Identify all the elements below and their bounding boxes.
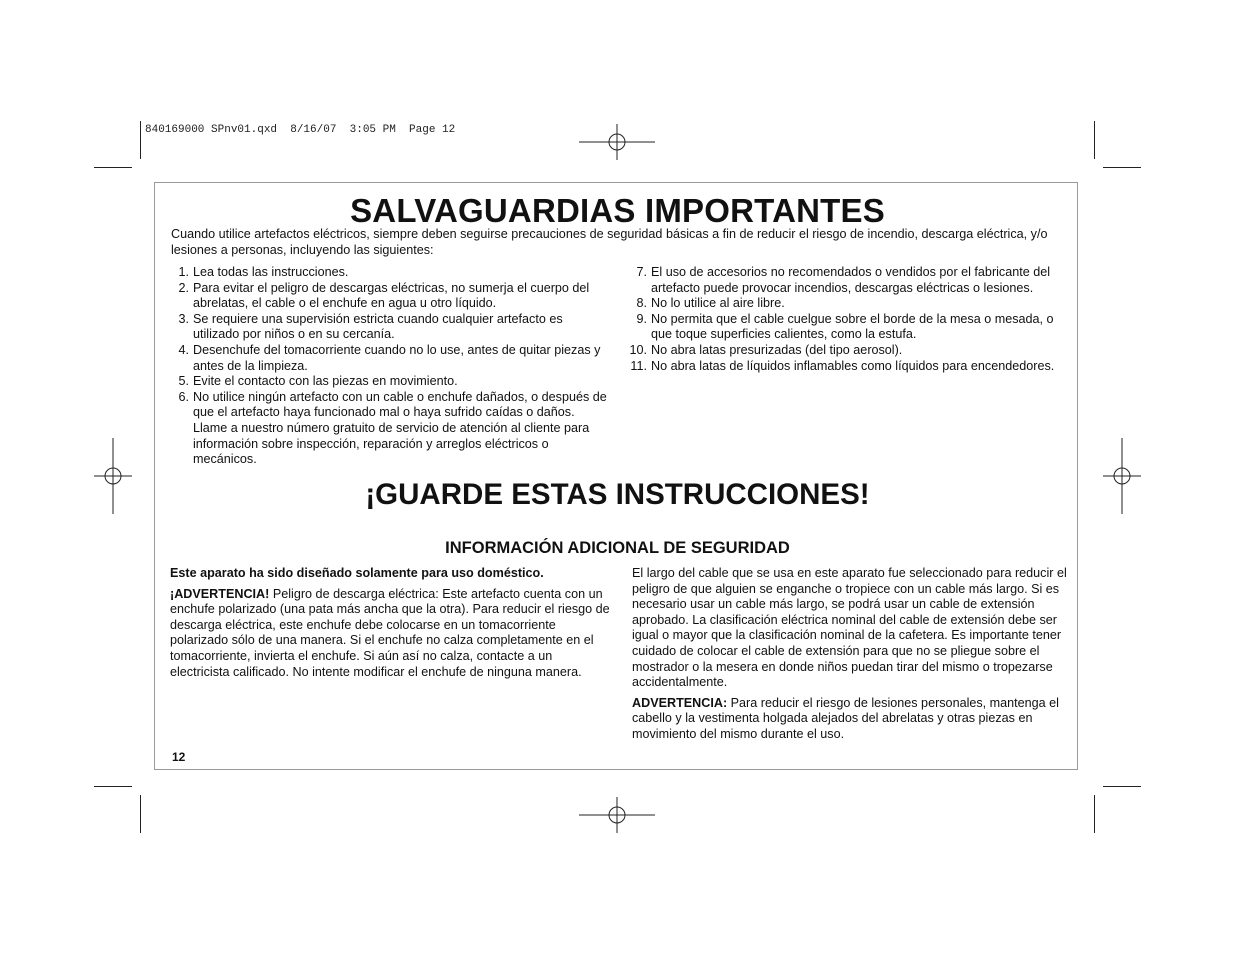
item-number: 9. (636, 311, 647, 326)
cord-paragraph: El largo del cable que se usa en este aparato fue seleccionado para reducir el peligro de que alguien se enganche o tropiece con un cable más largo. Si es necesario usar un cable más largo, se podrá usar un cable de extensión aprobado. La clasificación eléctrica nominal del cable de extensión debe ser igual o mayor que la clasificación nominal de la cafetera. Es importante tener cuidado de colocar el cable de extensión para que no se pliegue sobre el mostrador o la mesera en donde niños puedan tirar del mismo o tropezarse accidentalmente. (632, 566, 1067, 690)
crop-mark (1094, 121, 1095, 159)
list-item (171, 265, 611, 281)
item-text: El uso de accesorios no recomendados o vendidos por el fabricante del artefacto puede provocar incendios, descargas eléctricas o lesiones. (651, 265, 1051, 295)
warning-label: ADVERTENCIA: (632, 695, 728, 710)
polarized-plug-warning (170, 587, 615, 681)
item-number: 8. (636, 296, 647, 311)
item-number: 6. (178, 389, 189, 404)
item-number: 1. (178, 265, 189, 279)
item-number: 10. (629, 342, 647, 357)
additional-safety-heading: INFORMACIÓN ADICIONAL DE SEGURIDAD (445, 539, 790, 557)
page-number: 12 (172, 750, 186, 764)
item-text: Desenchufe del tomacorriente cuando no lo use, antes de quitar piezas y antes de la limpieza. (193, 342, 601, 373)
item-text: No abra latas presurizadas (del tipo aerosol). (651, 342, 903, 357)
crop-mark (1103, 786, 1141, 787)
list-item (629, 265, 1059, 296)
item-text: Evite el contacto con las piezas en movimiento. (193, 374, 458, 389)
item-number: 5. (178, 374, 189, 389)
crop-mark (1094, 795, 1095, 833)
left-column (170, 566, 615, 685)
registration-mark-icon (579, 124, 655, 160)
page-title: SALVAGUARDIAS IMPORTANTES (350, 192, 885, 229)
list-item (171, 312, 611, 343)
moving-parts-warning (632, 696, 1072, 743)
list-item (629, 343, 1059, 359)
household-note: Este aparato ha sido diseñado solamente para uso doméstico. (170, 566, 544, 580)
item-text: Se requiere una supervisión estricta cuando cualquier artefacto es utilizado por niños o en su cercanía. (193, 311, 563, 342)
safeguards-list-right (629, 265, 1059, 374)
item-text: No permita que el cable cuelgue sobre el borde de la mesa o mesada, o que toque superficies calientes, como la estufa. (651, 311, 1054, 342)
item-text: Lea todas las instrucciones. (193, 265, 349, 279)
safeguards-list-left (171, 265, 611, 468)
crop-mark (140, 795, 141, 833)
crop-mark (1103, 167, 1141, 168)
list-item (171, 390, 611, 468)
warning-text: Peligro de descarga eléctrica: Este artefacto cuenta con un enchufe polarizado (una pata más ancha que la otra). Para reducir el riesgo de descarga eléctrica, este enchufe debe colocarse en un tomacorriente polarizado sólo de una manera. Si el enchufe no calza completamente en el tomacorriente, invierta el enchufe. Si aún así no calza, contacte a un electricista calificado. No intente modificar el enchufe de ninguna manera. (170, 586, 610, 679)
list-item (629, 312, 1059, 343)
crop-mark (140, 121, 141, 159)
item-text: Para evitar el peligro de descargas eléctricas, no sumerja el cuerpo del abrelatas, el cable o el enchufe en agua u otro líquido. (193, 280, 590, 311)
warning-text: Para reducir el riesgo de lesiones personales, mantenga el cabello y la vestimenta holgada alejados del abrelatas y otras piezas en movimiento del mismo durante el uso. (632, 695, 1059, 741)
list-item (171, 281, 611, 312)
item-number: 2. (178, 280, 189, 295)
crop-mark (94, 167, 132, 168)
warning-label: ¡ADVERTENCIA! (170, 586, 270, 601)
save-instructions-heading: ¡GUARDE ESTAS INSTRUCCIONES! (365, 478, 870, 511)
item-text: No utilice ningún artefacto con un cable o enchufe dañados, o después de que el artefacto haya funcionado mal o haya sufrido caídas o daños. Llame a nuestro número gratuito de servicio de atención al cliente para información sobre inspección, reparación y arreglos eléctricos o mecánicos. (193, 389, 607, 467)
list-item (629, 359, 1059, 375)
item-number: 11. (630, 358, 647, 373)
item-text: No abra latas de líquidos inflamables como líquidos para encendedores. (651, 358, 1055, 373)
registration-mark-icon (579, 797, 655, 833)
item-text: No lo utilice al aire libre. (651, 296, 785, 311)
list-item (629, 296, 1059, 312)
crop-mark (94, 786, 132, 787)
list-item (171, 374, 611, 390)
intro-paragraph: Cuando utilice artefactos eléctricos, siempre deben seguirse precauciones de seguridad básicas a fin de reducir el riesgo de incendio, descarga eléctrica, y/o lesiones a personas, incluyendo las siguientes: (171, 227, 1048, 257)
item-number: 3. (178, 311, 189, 326)
list-item (171, 343, 611, 374)
right-column (632, 566, 1072, 748)
item-number: 4. (178, 342, 189, 357)
print-slug: 840169000 SPnv01.qxd 8/16/07 3:05 PM Page 12 (145, 124, 456, 136)
item-number: 7. (636, 265, 647, 279)
